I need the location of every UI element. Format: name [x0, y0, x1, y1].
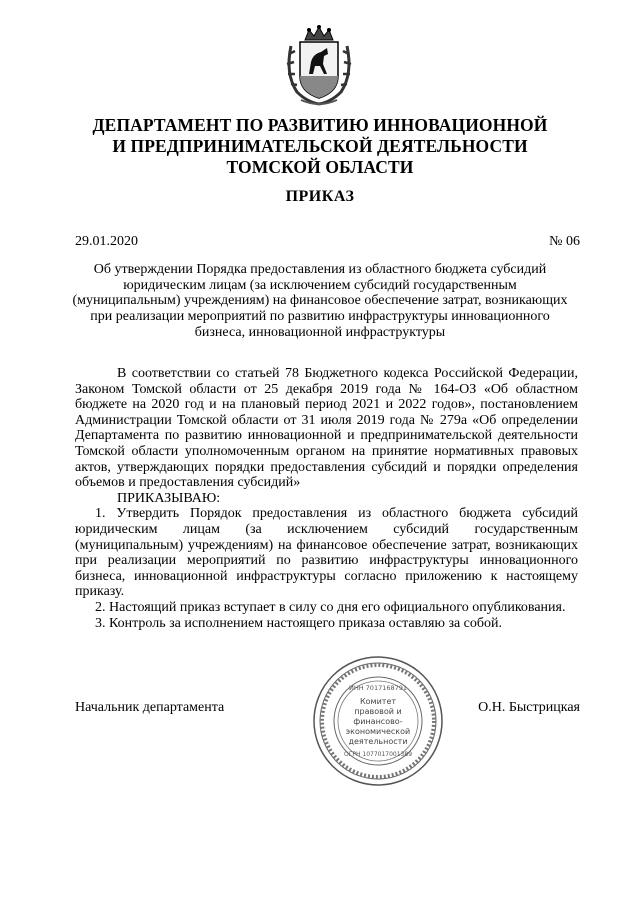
order-word: ПРИКАЗЫВАЮ:: [117, 490, 221, 506]
official-seal-stamp: [311, 654, 445, 788]
stamp-line: Комитет: [359, 697, 397, 706]
coat-of-arms-icon: [283, 24, 355, 108]
order-item: 3. Контроль за исполнением настоящего приказа оставляю за собой.: [95, 615, 503, 631]
signatory-position: Начальник департамента: [75, 700, 225, 715]
stamp-ogrn: ОГРН 1077017001389: [343, 751, 413, 758]
subject-line: Об утверждении Порядка предоставления из областного бюджета субсидий: [93, 262, 547, 277]
order-item: 2. Настоящий приказ вступает в силу со дня его официального опубликования.: [95, 599, 566, 615]
document-number: № 06: [549, 234, 580, 249]
signatory-name: О.Н. Быстрицкая: [478, 700, 580, 715]
stamp-line: деятельности: [348, 737, 408, 746]
document-date: 29.01.2020: [75, 234, 138, 249]
document-subject: [60, 262, 580, 341]
document-type: ПРИКАЗ: [285, 188, 355, 205]
department-title-line: И ПРЕДПРИНИМАТЕЛЬСКОЙ ДЕЯТЕЛЬНОСТИ: [112, 136, 528, 156]
preamble-paragraph: В соответствии со статьей 78 Бюджетного кодекса Российской Федерации, Законом Томской области от 25 декабря 2019 года № 164-ОЗ «Об областном бюджете на 2020 год и на плановый период 2021 и 2022 годов», постановлением Администрации Томской области от 31 июля 2019 года № 279а «Об определении Департамента по развитию инновационной и предпринимательской деятельности Томской области уполномоченным органом на принятие нормативных правовых актов, утверждающих порядки предоставления субсидий и порядки определения объемов и предоставления субсидий»: [75, 366, 578, 491]
document-body: [75, 366, 578, 631]
subject-line: при реализации мероприятий по развитию инфраструктуры инновационного: [90, 309, 550, 325]
department-title: [0, 115, 640, 178]
stamp-line: экономической: [345, 727, 411, 736]
stamp-line: финансово-: [353, 717, 403, 726]
subject-line: юридическим лицам (за исключением субсидий государственным: [123, 277, 517, 293]
stamp-line: правовой и: [354, 707, 402, 716]
order-item: 1. Утвердить Порядок предоставления из областного бюджета субсидий юридическим лицам (за исключением субсидий государственным (муниципальным) учреждениям) на финансовое обеспечение затрат, возникающих при реализации мероприятий по развитию инфраструктуры инновационного бизнеса, инновационной инфраструктуры согласно приложению к настоящему приказу.: [75, 506, 578, 600]
department-title-line: ДЕПАРТАМЕНТ ПО РАЗВИТИЮ ИННОВАЦИОННОЙ: [92, 115, 548, 135]
subject-line: бизнеса, инновационной инфраструктуры: [194, 324, 446, 340]
department-title-line: ТОМСКОЙ ОБЛАСТИ: [226, 157, 414, 177]
subject-line: (муниципальным) учреждениям) на финансовое обеспечение затрат, возникающих: [72, 293, 568, 309]
stamp-inn: ИНН 7017168791: [348, 684, 408, 692]
